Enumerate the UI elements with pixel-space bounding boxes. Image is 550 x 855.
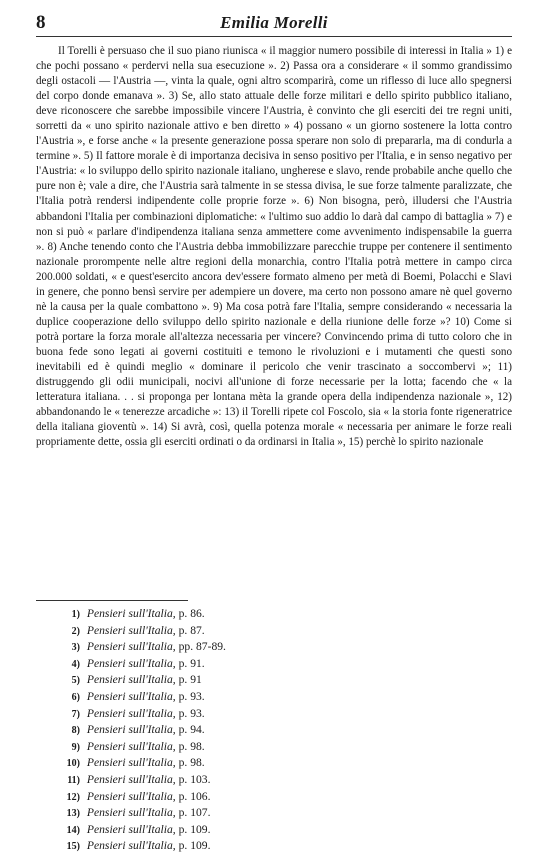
footnote-number: 13): [66, 808, 80, 820]
footnote-page: p. 98.: [178, 756, 205, 770]
footnote-number: 8): [71, 725, 80, 737]
footnote-item: [62, 623, 226, 640]
footnote-item: [62, 772, 226, 789]
footnote-page: p. 109.: [178, 822, 211, 836]
footnote-number: 10): [66, 758, 80, 770]
footnote-item: [62, 689, 226, 706]
footnote-work: Pensieri sull'Italia,: [86, 623, 176, 637]
footnote-work: Pensieri sull'Italia,: [86, 656, 176, 670]
footnote-page: p. 91: [178, 673, 202, 687]
footnote-page: p. 106.: [178, 789, 211, 803]
footnote-number: 7): [71, 708, 80, 720]
footnote-work: Pensieri sull'Italia,: [86, 689, 176, 703]
footnote-number: 14): [66, 824, 80, 836]
footnote-work: Pensieri sull'Italia,: [86, 640, 176, 654]
footnote-work: Pensieri sull'Italia,: [86, 756, 176, 770]
footnote-number: 4): [71, 658, 80, 670]
body-text: [36, 44, 512, 450]
footnote-work: Pensieri sull'Italia,: [86, 673, 176, 687]
footnote-number: 3): [71, 642, 80, 654]
footnote-number: 1): [71, 609, 80, 620]
footnote-item: [62, 722, 226, 739]
footnote-work: Pensieri sull'Italia,: [86, 789, 176, 803]
footnote-work: Pensieri sull'Italia,: [86, 822, 176, 836]
footnote-item: [62, 755, 226, 772]
footnote-page: p. 109.: [178, 839, 211, 853]
footnote-page: pp. 87-89.: [178, 640, 226, 654]
running-title: Emilia Morelli: [220, 13, 328, 32]
footnote-page: p. 93.: [178, 706, 205, 720]
footnote-work: Pensieri sull'Italia,: [86, 739, 176, 753]
footnote-item: [62, 739, 226, 756]
page-header: [36, 12, 512, 36]
footnote-page: p. 107.: [178, 806, 211, 820]
footnote-number: 5): [71, 675, 80, 687]
footnote-item: [62, 706, 226, 723]
footnote-page: p. 87.: [178, 623, 205, 637]
footnote-item: [62, 672, 226, 689]
footnote-number: 11): [67, 774, 80, 786]
footnote-number: 9): [71, 741, 80, 753]
footnote-work: Pensieri sull'Italia,: [86, 772, 176, 786]
footnote-work: Pensieri sull'Italia,: [86, 839, 176, 853]
footnote-item: [62, 789, 226, 806]
footnote-item: [62, 639, 226, 656]
footnotes-list: [62, 606, 226, 855]
footnote-item: [62, 822, 226, 839]
footnote-item: [62, 838, 226, 855]
footnote-number: 2): [71, 625, 80, 637]
footnote-item: [62, 656, 226, 673]
footnote-work: Pensieri sull'Italia,: [86, 723, 176, 737]
footnote-number: 15): [66, 841, 80, 853]
footnote-page: p. 93.: [178, 689, 205, 703]
footnote-item: [62, 606, 226, 623]
page-number: 8: [36, 12, 46, 33]
footnote-page: p. 94.: [178, 723, 205, 737]
footnote-work: Pensieri sull'Italia,: [86, 607, 176, 620]
footnote-item: [62, 805, 226, 822]
footnote-page: p. 86.: [178, 607, 205, 620]
footnote-rule: [36, 600, 188, 601]
footnote-page: p. 103.: [178, 772, 211, 786]
footnote-work: Pensieri sull'Italia,: [86, 706, 176, 720]
body-paragraph: Il Torelli è persuaso che il suo piano riunisca « il maggior numero possibile di interessi in Italia » 1) e che pochi possano « perdervi nella sua esecuzione ». 2) Passa ora a considerare « il sommo grandissimo degli ostacoli — l'Austria —, vinta la quale, ogni altro scomparirà, come un riflesso di luce allo spegnersi del corpo donde emanava ». 3) Se, allo stato attuale delle forze militari e dello spirito pubblico italiano, deve riconoscere che sarebbe impossibile vincere l'Austria, è convinto che gli eserciti dei tre regni uniti, sorretti da « uno spirito nazionale attivo e ben diretto » 4) possano « un giorno sostenere la lotta contro l'Austria », e forse anche « la presente generazione possa sperare non solo di prepararla, ma di condurla a termine ». 5) Il fattore morale è di importanza decisiva in senso positivo per l'Italia, e in senso negativo per l'Austria: « lo sviluppo dello spirito nazionale italiano, ungherese e slavo, rende probabile anche quello che pure non è; vale a dire, che l'Austria sarà talmente in se stessa divisa, le sue forze talmente paralizzate, che l'Italia potrà rendersi indipendente colle proprie forze ». 6) Non bisogna, però, illudersi che l'Austria abbandoni l'Italia per combinazioni diplomatiche: « l'ultimo suo addio lo darà dal campo di battaglia » 7) e non si può « parlare d'indipendenza italiana senza ammettere come avvenimento indispensabile la guerra ». 8) Anche tenendo conto che l'Austria debba immobilizzare parecchie truppe per contenere il sentimento nazionale prorompente nelle altre regioni della monarchia, contro l'Italia potrà mettere in campo circa 200.000 soldati, « e quest'esercito ancora dev'essere formato almeno per metà di Boemi, Polacchi e Slavi in genere, che ponno bensì servire per adempiere un dovere, ma certo non possono amare nè quel governo nè la causa per la quale combattono ». 9) Ma cosa potrà fare l'Italia, sempre considerando « necessaria la duplice cooperazione dello sviluppo dello spirito nazionale e della riunione delle forze »? 10) Come si potrà portare la forza morale all'altezza necessaria per vincere? Convincendo prima di tutto coloro che in buona fede sono legati ai governi costituiti e temono le rivoluzioni e i mutamenti che questi sono inevitabili ed è quindi meglio « dominare il pericolo che venir trascinato a soccombervi »; 11) distruggendo gli odii municipali, nocivi all'unione di forze necessarie per la lotta; facendo che « la letteratura italiana. . . si proponga per lontana mèta la grande opera della indipendenza nazionale », 12) abbandonando le « tenerezze arcadiche »: 13) il Torelli ripete col Foscolo, sia « la storia fonte rigeneratrice della italiana gioventù ». 14) Si avrà, così, quella potenza morale « necessaria per animare le forze reali propriamente dette, ossia gli eserciti ordinati o da ordinarsi in Italia », 15) perchè lo spirito nazionale: [36, 45, 512, 449]
footnote-page: p. 98.: [178, 739, 205, 753]
footnote-page: p. 91.: [178, 656, 205, 670]
footnote-number: 12): [66, 791, 80, 803]
footnote-work: Pensieri sull'Italia,: [86, 806, 176, 820]
footnote-number: 6): [71, 691, 80, 703]
header-rule: [36, 36, 512, 37]
